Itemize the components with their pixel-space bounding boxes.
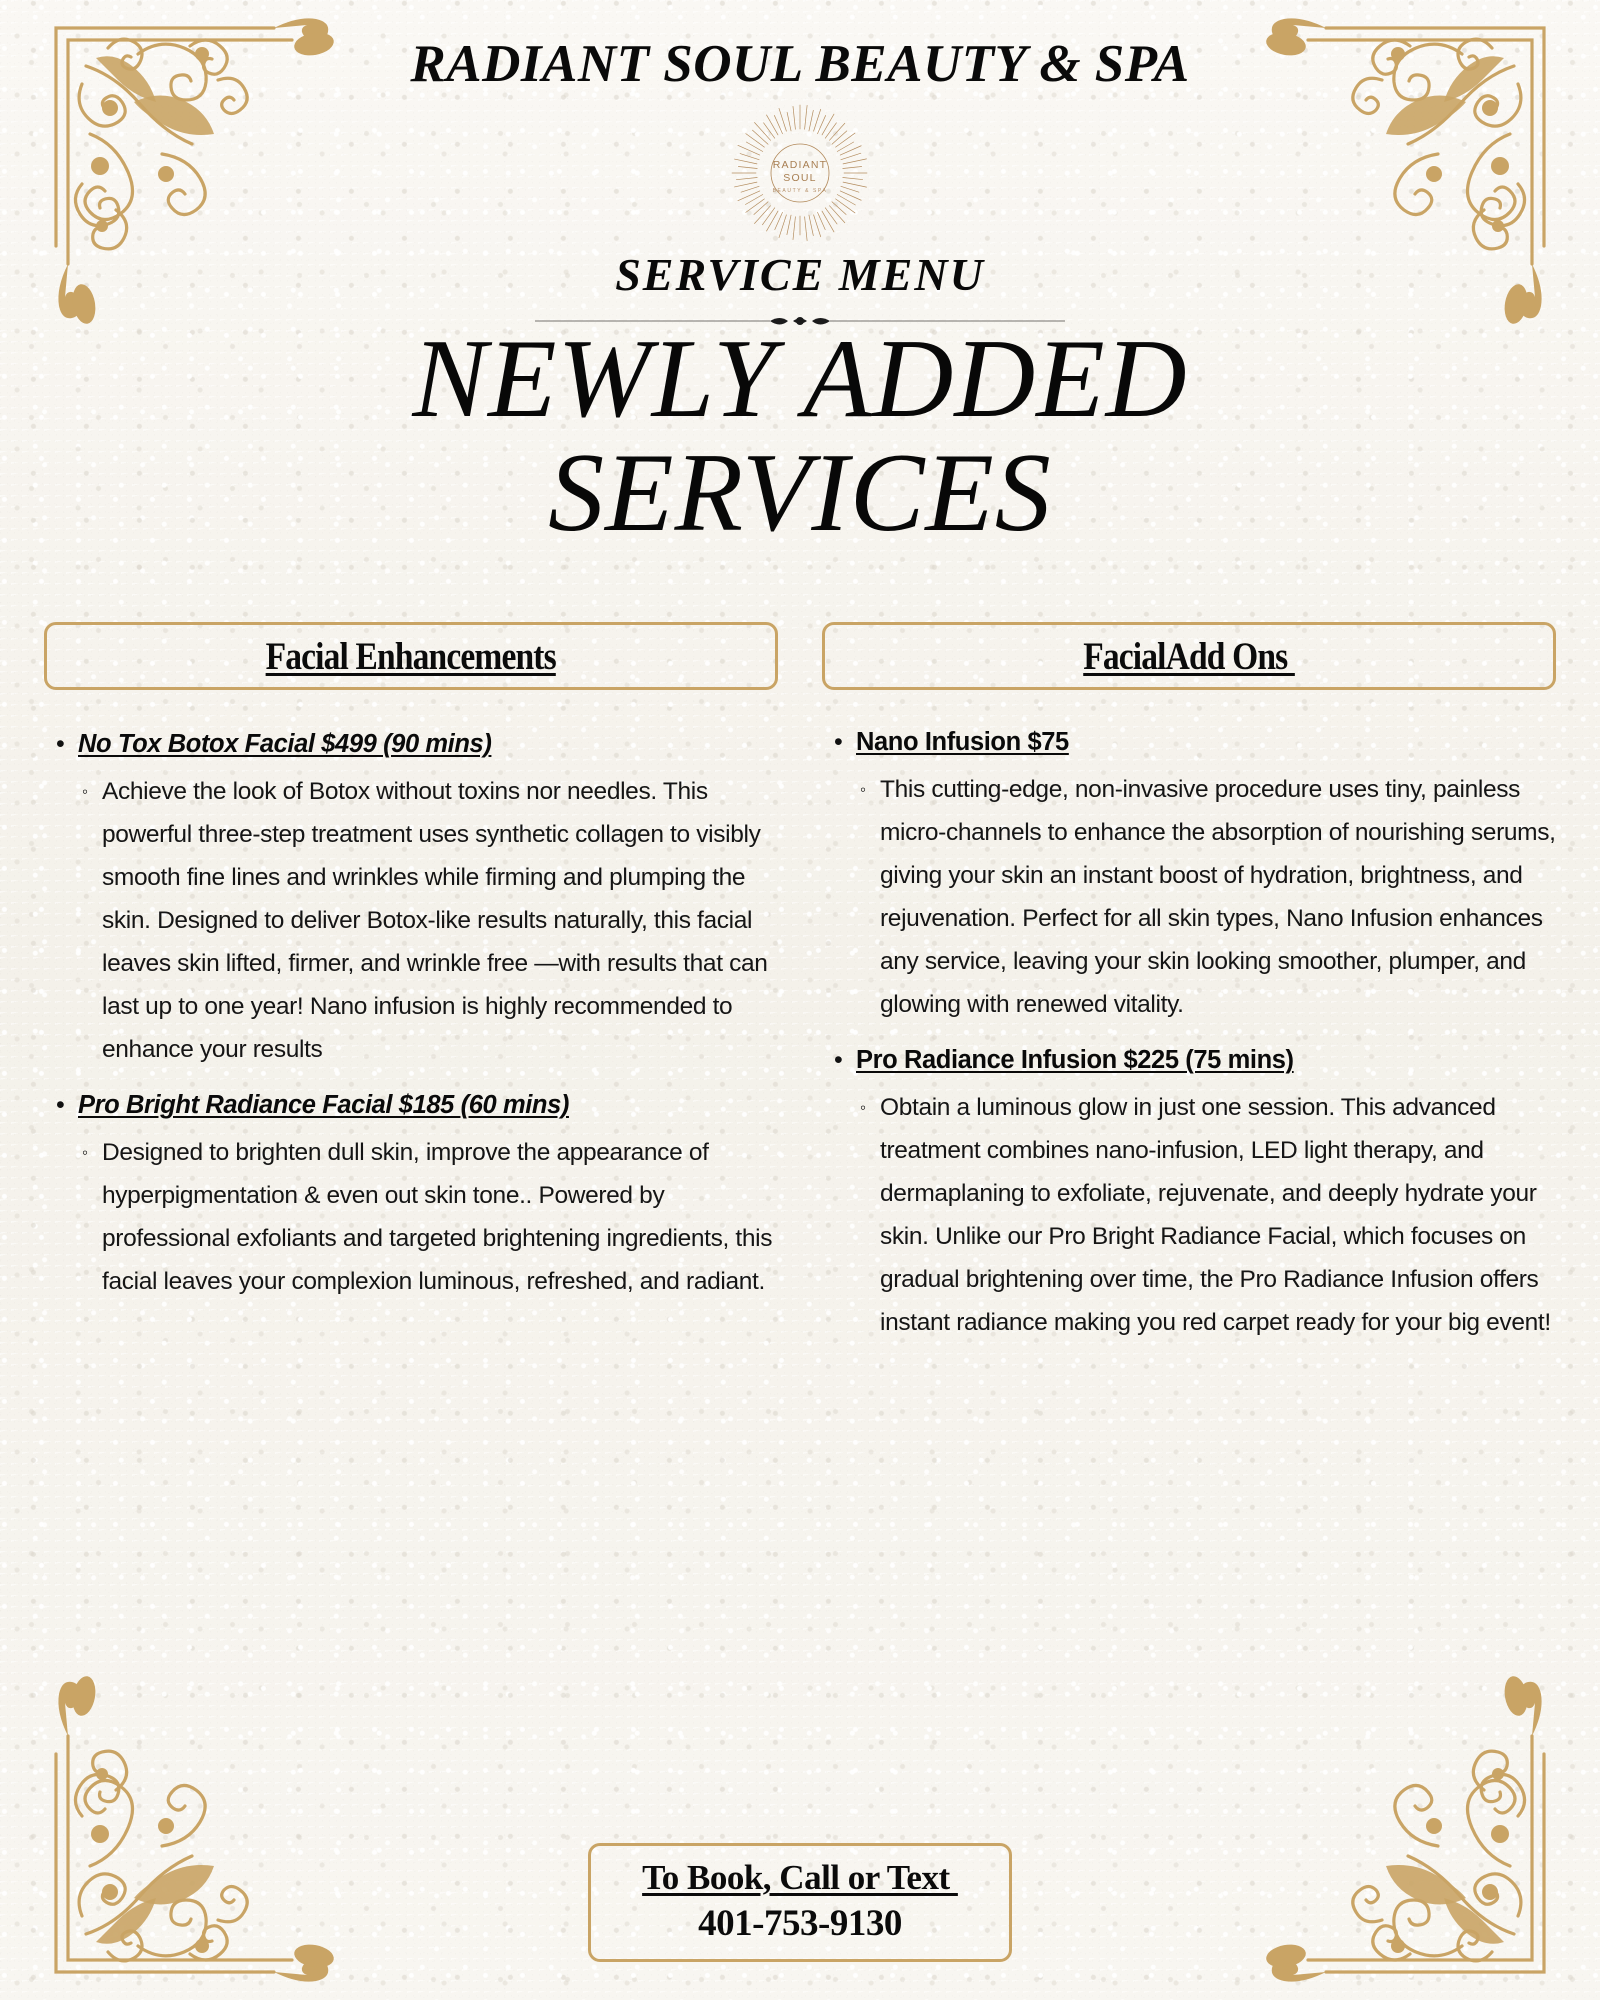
booking-label: To Book, Call or Text <box>642 1858 958 1897</box>
service-description: Designed to brighten dull skin, improve the appearance of hyperpigmentation & even out skin tone.. Powered by professional exfoliants and targeted brightening ingredients, this facial leaves your complexion luminous, refreshed, and radiant. <box>102 1139 773 1295</box>
service-heading-row <box>44 724 778 764</box>
brand-title: RADIANT SOUL BEAUTY & SPA <box>410 35 1190 93</box>
service-list-facial-enhancements <box>44 724 778 1303</box>
list-item <box>44 724 778 1071</box>
bullet-disc-icon: • <box>834 728 843 756</box>
section-title-facial-add-ons: FacialAdd Ons <box>1083 634 1295 678</box>
section-title-facial-enhancements: Facial Enhancements <box>265 634 557 678</box>
service-description: This cutting-edge, non-invasive procedure uses tiny, painless micro-channels to enhance the absorption of nourishing serums, giving your skin an instant boost of hydration, brightness, and rejuvenation. Perfect for all skin types, Nano Infusion enhances any service, leaving your skin looking smoother, plumper, and glowing with renewed vitality. <box>880 776 1556 1018</box>
service-heading-row <box>822 1040 1556 1080</box>
section-header-facial-enhancements <box>44 622 778 690</box>
booking-phone-number[interactable]: 401-753-9130 <box>698 1903 902 1944</box>
bullet-circle-icon: ◦ <box>82 1143 89 1162</box>
service-name: Nano Infusion $75 <box>856 728 1069 756</box>
column-facial-enhancements <box>44 622 778 1344</box>
bullet-disc-icon: • <box>56 730 65 758</box>
bullet-circle-icon: ◦ <box>860 780 867 799</box>
list-item <box>822 722 1556 1026</box>
service-heading-row <box>44 1085 778 1125</box>
logo-line-2: SOUL <box>783 172 817 184</box>
service-list-facial-add-ons <box>822 722 1556 1344</box>
service-description-row <box>44 1131 778 1303</box>
service-name: Pro Radiance Infusion $225 (75 mins) <box>856 1046 1294 1074</box>
service-menu-subtitle: SERVICE MENU <box>615 249 985 300</box>
service-heading-row <box>822 722 1556 762</box>
logo-line-1: RADIANT <box>772 159 828 171</box>
list-item <box>822 1040 1556 1344</box>
service-description: Achieve the look of Botox without toxins nor needles. This powerful three-step treatment uses synthetic collagen to visibly smooth fine lines and wrinkles while firming and plumping the skin. Designed to deliver Botox-like results naturally, this facial leaves skin lifted, firmer, and wrinkle free —with results that can last up to one year! Nano infusion is highly recommended to enhance your results <box>102 778 768 1063</box>
bullet-circle-icon: ◦ <box>860 1098 867 1117</box>
radiant-soul-logo <box>730 103 870 243</box>
bullet-circle-icon: ◦ <box>82 782 89 801</box>
logo-line-3: BEAUTY & SPA <box>772 188 828 194</box>
list-item <box>44 1085 778 1303</box>
bullet-disc-icon: • <box>834 1046 843 1074</box>
booking-contact-box[interactable] <box>588 1843 1012 1962</box>
page-title <box>0 317 1600 556</box>
service-description: Obtain a luminous glow in just one session. This advanced treatment combines nano-infusion, LED light therapy, and dermaplaning to exfoliate, rejuvenate, and deeply hydrate your skin. Unlike our Pro Bright Radiance Facial, which focuses on gradual brightening over time, the Pro Radiance Infusion offers instant radiance making you red carpet ready for your big event! <box>880 1094 1551 1336</box>
bullet-disc-icon: • <box>56 1091 65 1119</box>
service-description-row <box>822 768 1556 1026</box>
service-name: Pro Bright Radiance Facial $185 (60 mins) <box>78 1091 569 1119</box>
section-header-facial-add-ons <box>822 622 1556 690</box>
services-columns <box>44 622 1556 1344</box>
service-name: No Tox Botox Facial $499 (90 mins) <box>78 730 492 758</box>
ornament-corner-bottom-left <box>42 1676 342 1986</box>
service-description-row <box>822 1086 1556 1344</box>
ornament-corner-bottom-right <box>1258 1676 1558 1986</box>
service-description-row <box>44 770 778 1071</box>
page-title-line-2: SERVICES <box>548 431 1052 556</box>
page-title-line-1: NEWLY ADDED <box>412 317 1188 441</box>
column-facial-add-ons <box>822 622 1556 1344</box>
